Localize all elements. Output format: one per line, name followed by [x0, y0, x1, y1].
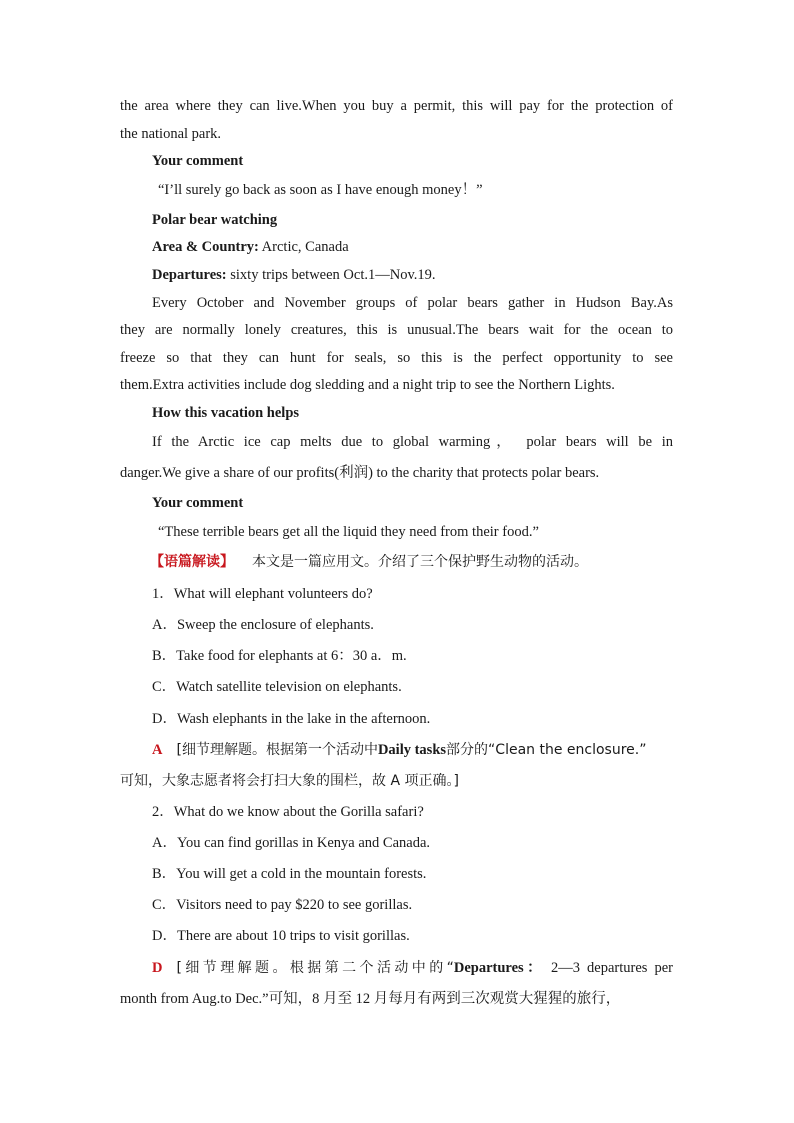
answer-explanation-line	[152, 741, 646, 759]
section-heading: Your comment	[152, 495, 244, 511]
option-d: D．Wash elephants in the lake in the afternoon.	[152, 711, 431, 727]
option-c: C．Visitors need to pay $220 to see gorillas.	[152, 897, 413, 913]
explanation-line: month from Aug.to Dec.”可知，8 月至 12 月每月有两到三次观赏大猩猩的旅行，	[120, 991, 621, 1007]
comment-quote: “These terrible bears get all the liquid they need from their food.”	[158, 524, 539, 540]
area-label: Area & Country:	[152, 239, 259, 255]
option-d: D．There are about 10 trips to visit gorillas.	[152, 928, 410, 944]
section-heading: How this vacation helps	[152, 405, 300, 421]
analysis-tag: 【语篇解读】	[150, 554, 234, 570]
departures-line	[152, 266, 436, 284]
section-heading: Your comment	[152, 153, 244, 169]
answer-letter: A	[152, 742, 163, 758]
paragraph-line: the area where they can live.When you buy a permit, this will pay for the protection of	[120, 98, 673, 114]
question-2: 2．What do we know about the Gorilla safari?	[152, 804, 424, 820]
area-country-line	[152, 238, 349, 256]
paragraph-line: Every October and November groups of polar bears gather in Hudson Bay.As	[152, 295, 673, 311]
area-value: Arctic, Canada	[258, 239, 349, 255]
analysis-text: 本文是一篇应用文。介绍了三个保护野生动物的活动。	[252, 554, 588, 570]
question-1: 1．What will elephant volunteers do?	[152, 586, 373, 602]
departures-label: Departures:	[152, 267, 227, 283]
paragraph-line: they are normally lonely creatures, this is unusual.The bears wait for the ocean to	[120, 322, 673, 338]
answer-letter: D	[152, 960, 163, 976]
departures-value: sixty trips between Oct.1—Nov.19.	[226, 267, 436, 283]
option-a: A．You can find gorillas in Kenya and Canada.	[152, 835, 430, 851]
paragraph-line: freeze so that they can hunt for seals, so this is the perfect opportunity to see	[120, 350, 673, 366]
explanation-line: 可知，大象志愿者将会打扫大象的围栏，故 A 项正确。]	[120, 773, 459, 789]
option-b: B．You will get a cold in the mountain forests.	[152, 866, 427, 882]
explanation-text: 2—3 departures per	[551, 960, 673, 976]
explanation-text: [细节理解题。根据第一个活动中	[176, 742, 378, 758]
option-a: A．Sweep the enclosure of elephants.	[152, 617, 374, 633]
analysis-line	[150, 553, 588, 571]
answer-explanation-line	[152, 959, 673, 977]
option-c: C．Watch satellite television on elephants.	[152, 679, 402, 695]
explanation-keyword: Daily tasks	[377, 742, 447, 758]
paragraph-line: the national park.	[120, 126, 222, 142]
paragraph-line: If the Arctic ice cap melts due to global warming， polar bears will be in	[152, 434, 673, 450]
activity-title: Polar bear watching	[152, 212, 278, 228]
explanation-keyword: Departures：	[453, 960, 546, 976]
explanation-text: 部分的“Clean the enclosure.”	[446, 742, 647, 758]
paragraph-line: danger.We give a share of our profits(利润) to the charity that protects polar bears.	[120, 465, 600, 481]
explanation-text: [细节理解题。根据第二个活动中的“	[176, 960, 454, 976]
comment-quote: “I’ll surely go back as soon as I have enough money！”	[158, 182, 483, 198]
paragraph-line: them.Extra activities include dog sledding and a night trip to see the Northern Lights.	[120, 377, 615, 393]
option-b: B．Take food for elephants at 6：30 a．m.	[152, 648, 407, 664]
